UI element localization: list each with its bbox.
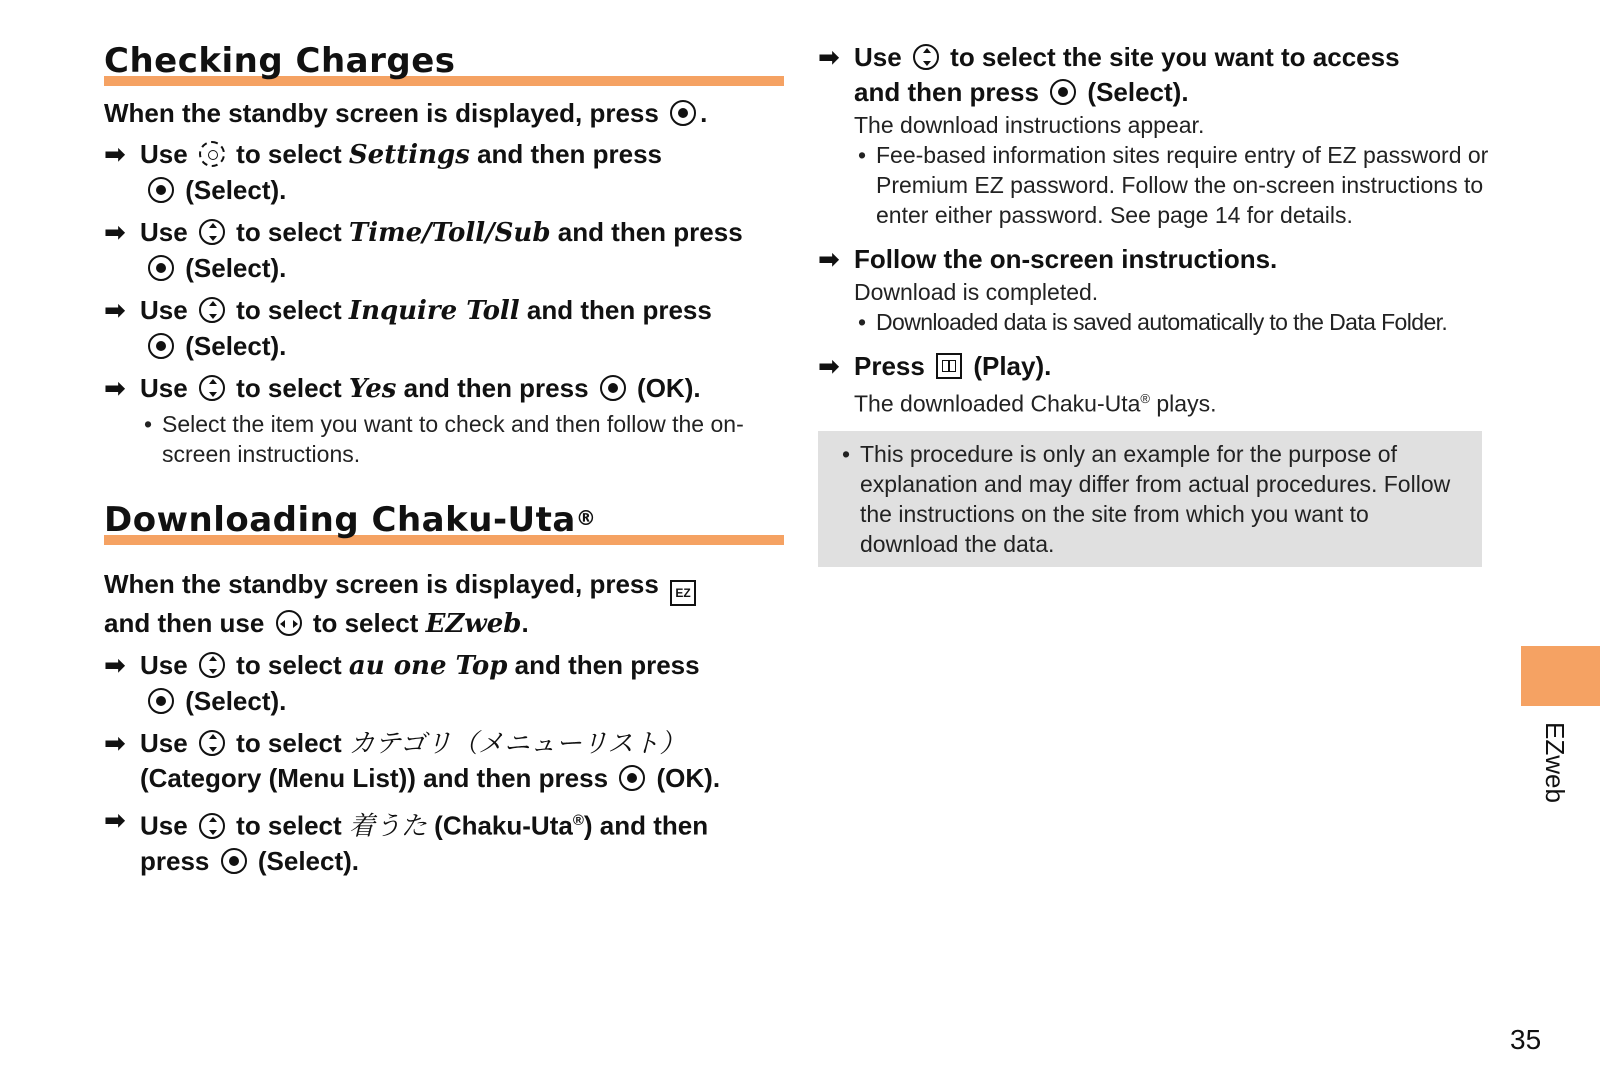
up-down-key-icon: [199, 652, 225, 678]
center-key-icon: [148, 688, 174, 714]
step-result-note: The downloaded Chaku-Uta® plays.: [854, 390, 1217, 417]
up-down-key-icon: [199, 730, 225, 756]
arrow-icon: ➡: [104, 805, 126, 835]
center-key-icon: [148, 255, 174, 281]
up-down-key-icon: [199, 375, 225, 401]
arrow-icon: ➡: [818, 42, 840, 72]
step-result-note: The download instructions appear.: [854, 112, 1205, 138]
book-key-icon: [936, 353, 962, 379]
center-key-icon: [148, 333, 174, 359]
step-bullet-note: • Select the item you want to check and then follow the on-screen instructions.: [140, 409, 784, 469]
procedure-note-text: • This procedure is only an example for the purpose of explanation and may differ from actual procedures. Follow the instructions on the site from which you want to download the data.: [838, 439, 1458, 559]
arrow-icon: ➡: [818, 244, 840, 274]
lead-downloading: When the standby screen is displayed, press EZ and then use to select EZweb.: [104, 567, 784, 642]
step-bullet-note: • Fee-based information sites require entry of EZ password or Premium EZ password. Follow the on-screen instructions to enter either password. See page 14 for details.: [854, 140, 1498, 230]
multi-selector-icon: [199, 141, 225, 167]
step-select-settings: ➡ Use to select Settings and then press (Select).: [104, 139, 663, 205]
center-key-icon: [670, 100, 696, 126]
step-follow-instructions: ➡ Follow the on-screen instructions. Download is completed. • Downloaded data is saved automatically to the Data Folder.: [818, 242, 1498, 337]
left-right-key-icon: [276, 610, 302, 636]
up-down-key-icon: [199, 219, 225, 245]
chapter-tab: [1521, 646, 1600, 706]
arrow-icon: ➡: [104, 650, 126, 680]
up-down-key-icon: [913, 44, 939, 70]
up-down-key-icon: [199, 813, 225, 839]
arrow-icon: ➡: [104, 373, 126, 403]
up-down-key-icon: [199, 297, 225, 323]
arrow-icon: ➡: [104, 728, 126, 758]
ez-key-icon: EZ: [670, 580, 696, 606]
center-key-icon: [148, 177, 174, 203]
left-column: [104, 36, 784, 886]
procedure-note-box: [818, 431, 1482, 567]
step-select-chaku-uta: ➡ Use to select 着うた (Chaku-Uta®) and then press (Select).: [104, 805, 709, 876]
step-select-yes: ➡ Use to select Yes and then press (OK). • Select the item you want to check and then follow the on-screen instructions.: [104, 371, 784, 469]
chapter-label: EZweb: [1540, 722, 1570, 803]
step-select-au-one-top: ➡ Use to select au one Top and then press (Select).: [104, 650, 700, 716]
page-number: 35: [1510, 1024, 1542, 1055]
center-key-icon: [1050, 79, 1076, 105]
step-press-play: ➡ Press (Play). The downloaded Chaku-Uta® plays.: [818, 349, 1498, 419]
arrow-icon: ➡: [104, 139, 126, 169]
section-title-downloading-chaku-uta: Downloading Chaku-Uta®: [104, 495, 784, 545]
arrow-icon: ➡: [818, 351, 840, 381]
arrow-icon: ➡: [104, 295, 126, 325]
center-key-icon: [221, 848, 247, 874]
step-bullet-note: • Downloaded data is saved automatically to the Data Folder.: [854, 307, 1498, 337]
step-select-category: ➡ Use to select カテゴリ（メニューリスト） (Category (Menu List)) and then press (OK).: [104, 728, 721, 793]
center-key-icon: [619, 765, 645, 791]
step-select-site: ➡ Use to select the site you want to access and then press (Select). The download instructions appear. • Fee-based information sites require entry of EZ password or Premium EZ password. Follow the on-screen instructions to enter either password. See page 14 for details.: [818, 40, 1498, 230]
lead-checking-charges: When the standby screen is displayed, press .: [104, 98, 708, 128]
step-result-note: Download is completed.: [854, 279, 1099, 305]
center-key-icon: [600, 375, 626, 401]
step-select-time-toll-sub: ➡ Use to select Time/Toll/Sub and then press (Select).: [104, 217, 743, 283]
step-select-inquire-toll: ➡ Use to select Inquire Toll and then press (Select).: [104, 295, 712, 361]
right-column: [818, 36, 1498, 567]
section-title-checking-charges: Checking Charges: [104, 36, 784, 86]
arrow-icon: ➡: [104, 217, 126, 247]
